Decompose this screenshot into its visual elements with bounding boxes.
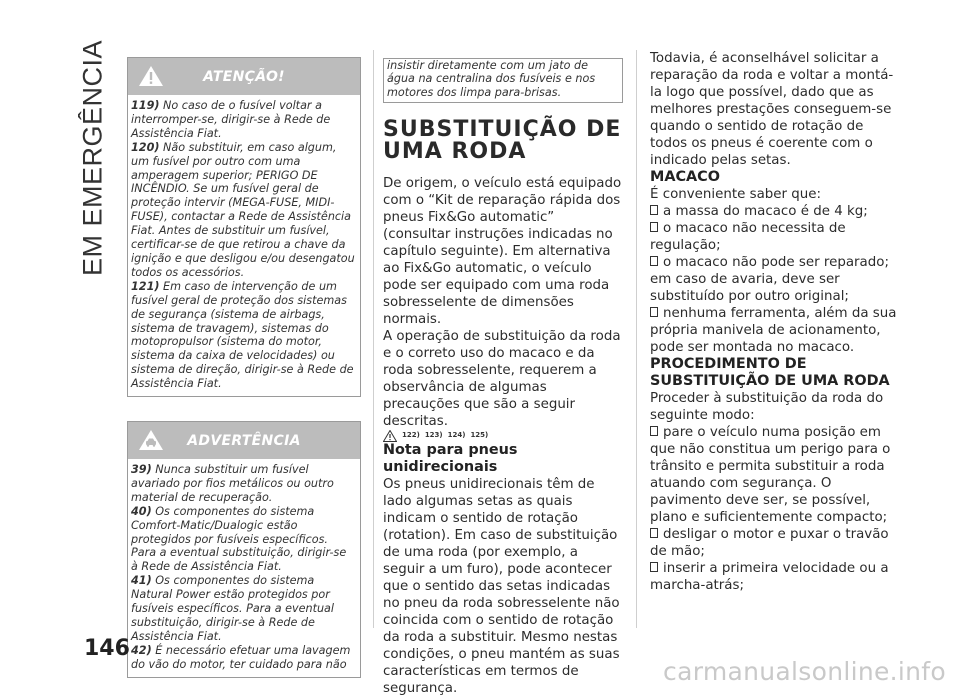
list-item: nenhuma ferramenta, além da sua própria manivela de acionamento, pode ser montada no macaco.	[650, 306, 897, 355]
list-item: desligar o motor e puxar o travão de mão;	[650, 527, 889, 559]
list-item: o macaco não necessita de regulação;	[650, 221, 846, 253]
bullet-square-icon	[650, 426, 658, 436]
car-advertencia-icon	[138, 428, 164, 452]
attention-item: 121) Em caso de intervenção de um fusível geral de proteção dos sistemas de segurança (sistema de airbags, sistema de travagem), sistemas do motopropulsor (sistema do motor, sistema da caixa de velocidades) ou sistema de direção, dirigir-se à Rede de Assistência Fiat.	[131, 279, 354, 391]
warning-item: 41) Os componentes do sistema Natural Power estão protegidos por fusíveis específicos. Para a eventual substituição, dirigir-se à Rede de Assistência Fiat.	[131, 574, 335, 643]
section-text	[383, 175, 623, 697]
warning-title: ADVERTÊNCIA	[187, 432, 301, 449]
warning-item: 39) Nunca substituir um fusível avariado por fios metálicos ou outro material de recuperação.	[131, 463, 334, 504]
right-column	[650, 50, 900, 594]
paragraph: É conveniente saber que:	[650, 187, 822, 202]
warning-cont-text: insistir diretamente com um jato de água na centralina dos fusíveis e nos motores dos limpa para-brisas.	[387, 59, 596, 99]
warning-triangle-icon	[138, 64, 164, 88]
ref-number: 125)	[470, 431, 489, 440]
bullet-square-icon	[650, 256, 658, 266]
macaco-title: MACACO	[650, 169, 720, 185]
bullet-square-icon	[650, 205, 658, 215]
attention-body	[128, 95, 360, 396]
ref-number: 124)	[447, 431, 466, 440]
ref-number: 122)	[402, 431, 420, 440]
bullet-square-icon	[650, 528, 658, 538]
attention-box-header	[128, 58, 360, 95]
paragraph: A operação de substituição da roda e o correto uso do macaco e da roda sobresselente, requerem a observância de algumas precauções que são a seguir descritas.	[383, 328, 621, 429]
cross-references	[383, 430, 623, 442]
warning-item: 40) Os componentes do sistema Comfort-Matic/Dualogic estão protegidos por fusíveis específicos. Para a eventual substituição, dirigir-se à Rede de Assistência Fiat.	[131, 504, 347, 574]
paragraph: Os pneus unidirecionais têm de lado algumas setas as quais indicam o sentido de rotação (rotation). Em caso de substituição de uma roda (por exemplo, a seguir a um furo), pode acontecer que o sentido das setas indicadas no pneu da roda sobresselente não coincida com o sentido de rotação da roda a substituir. Mesmo nestas condições, o pneu mantém as suas características em termos de segurança.	[383, 476, 620, 696]
bullet-square-icon	[650, 562, 658, 572]
bullet-square-icon	[650, 222, 658, 232]
list-item: o macaco não pode ser reparado; em caso de avaria, deve ser substituído por outro original;	[650, 255, 889, 304]
warning-box-continuation	[383, 58, 623, 103]
middle-column	[383, 58, 623, 697]
left-column	[127, 57, 361, 678]
list-item: pare o veículo numa posição em que não constitua um perigo para o trânsito e permita substituir a roda atuando com segurança. O pavimento deve ser, se possível, plano e suficientemente compacto;	[650, 425, 891, 525]
attention-title: ATENÇÃO!	[203, 68, 285, 85]
paragraph: Todavia, é aconselhável solicitar a reparação da roda e voltar a montá-la logo que possível, dado que as melhores prestações conseguem-se quando o sentido de rotação de todos os pneus é coerente com o indicado pelas setas.	[650, 51, 894, 168]
paragraph: De origem, o veículo está equipado com o “Kit de reparação rápida dos pneus Fix&Go automatic” (consultar instruções indicadas no capítulo seguinte). Em alternativa ao Fix&Go automatic, o veículo pode ser equipado com uma roda sobresselente de dimensões normais.	[383, 175, 622, 327]
subsection-title: Nota para pneus unidirecionais	[383, 441, 518, 475]
warning-triangle-icon	[383, 430, 397, 442]
page-number: 146	[84, 636, 130, 661]
warning-box	[127, 421, 361, 678]
column-divider	[373, 50, 374, 628]
list-item: inserir a primeira velocidade ou a marcha-atrás;	[650, 561, 889, 593]
warning-box-header	[128, 422, 360, 459]
attention-box	[127, 57, 361, 397]
procedure-title: PROCEDIMENTO DE SUBSTITUIÇÃO DE UMA RODA	[650, 356, 890, 389]
bullet-square-icon	[650, 307, 658, 317]
section-title: SUBSTITUIÇÃO DE UMA RODA	[383, 116, 622, 164]
column-divider	[636, 50, 637, 628]
warning-body	[128, 459, 360, 677]
warning-item: 42) É necessário efetuar uma lavagem do vão do motor, ter cuidado para não	[131, 643, 351, 671]
paragraph: Proceder à substituição da roda do seguinte modo:	[650, 391, 884, 423]
list-item: a massa do macaco é de 4 kg;	[650, 203, 900, 220]
attention-item: 119) No caso de o fusível voltar a interromper-se, dirigir-se à Rede de Assistência Fiat.	[131, 99, 331, 140]
ref-number: 123)	[424, 431, 443, 440]
chapter-title-text: EM EMERGÊNCIA	[77, 39, 108, 277]
chapter-side-title	[70, 39, 116, 277]
attention-item: 120) Não substituir, em caso algum, um fusível por outro com uma amperagem superior; PERIGO DE INCÊNDIO. Se um fusível geral de proteção intervir (MEGA-FUSE, MIDI-FUSE), contactar a Rede de Assistência Fiat. Antes de substituir um fusível, certificar-se de que retirou a chave da ignição e que desligou e/ou desengatou todos os acessórios.	[131, 140, 355, 279]
watermark: carmanualsonline.info	[663, 657, 946, 686]
